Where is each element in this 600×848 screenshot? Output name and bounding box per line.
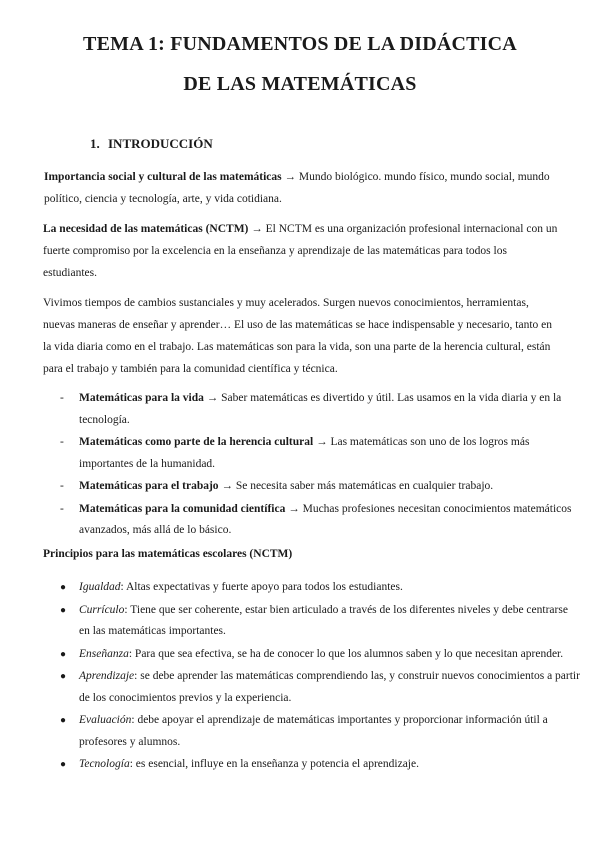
- list-item-lead: Matemáticas como parte de la herencia cultural: [79, 436, 314, 448]
- paragraph-changes: Vivimos tiempos de cambios sustanciales y muy acelerados. Surgen nuevos conocimientos, herramientas, nuevas maneras de enseñar y aprender… El uso de las matemáticas se hace indispensable y necesario, tanto en la vida diaria como en el trabajo. Las matemáticas son para la vida, son una parte de la herencia cultural, están para el trabajo y también para la comunidad científica y técnica.: [43, 297, 552, 375]
- list-item: [60, 432, 578, 475]
- paragraph-nctm-lead: La necesidad de las matemáticas (NCTM): [43, 223, 249, 235]
- list-item: [60, 388, 578, 431]
- list-item: [60, 666, 580, 709]
- section-heading: [90, 136, 213, 152]
- dash-list: [60, 388, 578, 543]
- principle-text: Para que sea efectiva, se ha de conocer lo que los alumnos saben y lo que necesitan aprender.: [134, 647, 564, 660]
- principle-term: Igualdad: [79, 581, 121, 593]
- document-title-line-1: TEMA 1: FUNDAMENTOS DE LA DIDÁCTICA: [83, 33, 517, 55]
- list-item: [60, 499, 578, 542]
- dash-bullet-icon: -: [60, 392, 64, 404]
- principle-term: Currículo: [79, 603, 125, 616]
- bullet-icon: ●: [60, 715, 67, 726]
- list-item-text: Se necesita saber más matemáticas en cualquier trabajo.: [235, 480, 494, 492]
- dash-bullet-icon: -: [60, 480, 64, 492]
- principle-text: es esencial, influye en la enseñanza y potencia el aprendizaje.: [135, 758, 419, 770]
- paragraph-nctm-text: El NCTM es una organización profesional internacional con un fuerte compromiso por la excelencia en la enseñanza y aprendizaje de las matemáticas para todos los estudiantes.: [43, 223, 558, 279]
- list-item: [60, 577, 580, 599]
- list-item-text: Muchas profesiones necesitan conocimientos matemáticos avanzados, más allá de lo básico.: [79, 502, 572, 536]
- list-item-lead: Matemáticas para la comunidad científica: [79, 502, 286, 515]
- section-title: INTRODUCCIÓN: [108, 136, 213, 151]
- principle-text: Altas expectativas y fuerte apoyo para todos los estudiantes.: [125, 581, 403, 593]
- bullet-icon: ●: [60, 759, 67, 770]
- arrow-icon: →: [203, 392, 222, 404]
- section-number: 1.: [90, 136, 100, 151]
- paragraph-importance-text: Mundo biológico. mundo físico, mundo social, mundo político, ciencia y tecnología, arte, y vida cotidiana.: [44, 171, 550, 205]
- list-item-text: Las matemáticas son uno de los logros más importantes de la humanidad.: [79, 436, 530, 470]
- list-item: [60, 600, 580, 643]
- principle-term: Enseñanza: [79, 647, 129, 660]
- document-title-line-2: DE LAS MATEMÁTICAS: [183, 73, 417, 95]
- bullet-icon: ●: [60, 648, 67, 660]
- principle-term: Aprendizaje: [79, 670, 135, 682]
- arrow-icon: →: [313, 436, 331, 448]
- list-item-lead: Matemáticas para la vida: [79, 392, 204, 404]
- principle-text: Tiene que ser coherente, estar bien articulado a través de los diferentes niveles y debe centrarse en las matemáticas importantes.: [79, 603, 568, 637]
- paragraph-nctm: [43, 218, 563, 284]
- principle-separator: :: [124, 603, 131, 616]
- arrow-icon: →: [284, 171, 297, 183]
- principles-list: [60, 577, 580, 777]
- paragraph-importance: [44, 166, 564, 210]
- dash-bullet-icon: -: [60, 502, 64, 515]
- list-item: [60, 710, 580, 753]
- list-item: [60, 476, 578, 498]
- paragraph-importance-lead: Importancia social y cultural de las matemáticas: [44, 171, 282, 183]
- principle-separator: :: [129, 758, 136, 770]
- arrow-icon: →: [251, 223, 263, 235]
- bullet-icon: ●: [60, 582, 67, 593]
- list-item: [60, 644, 580, 666]
- principle-separator: :: [131, 714, 138, 726]
- list-item-text: Saber matemáticas es divertido y útil. Las usamos en la vida diaria y en la tecnología.: [79, 392, 562, 426]
- bullet-icon: ●: [60, 671, 67, 682]
- arrow-icon: →: [285, 502, 303, 515]
- principle-separator: :: [134, 670, 141, 682]
- principle-separator: :: [120, 581, 126, 593]
- arrow-icon: →: [218, 480, 236, 492]
- principle-text: debe apoyar el aprendizaje de matemáticas importantes y proporcionar información útil a profesores y alumnos.: [79, 714, 548, 748]
- list-item-lead: Matemáticas para el trabajo: [79, 480, 219, 492]
- dash-bullet-icon: -: [60, 436, 64, 448]
- list-item: [60, 754, 580, 776]
- principle-separator: :: [128, 647, 135, 660]
- principle-text: se debe aprender las matemáticas comprendiendo las, y construir nuevos conocimientos a partir de los conocimientos previos y la experiencia.: [79, 670, 580, 704]
- principle-term: Evaluación: [79, 714, 132, 726]
- bullet-icon: ●: [60, 604, 67, 616]
- principles-heading: Principios para las matemáticas escolares (NCTM): [43, 548, 293, 560]
- principle-term: Tecnología: [79, 758, 130, 770]
